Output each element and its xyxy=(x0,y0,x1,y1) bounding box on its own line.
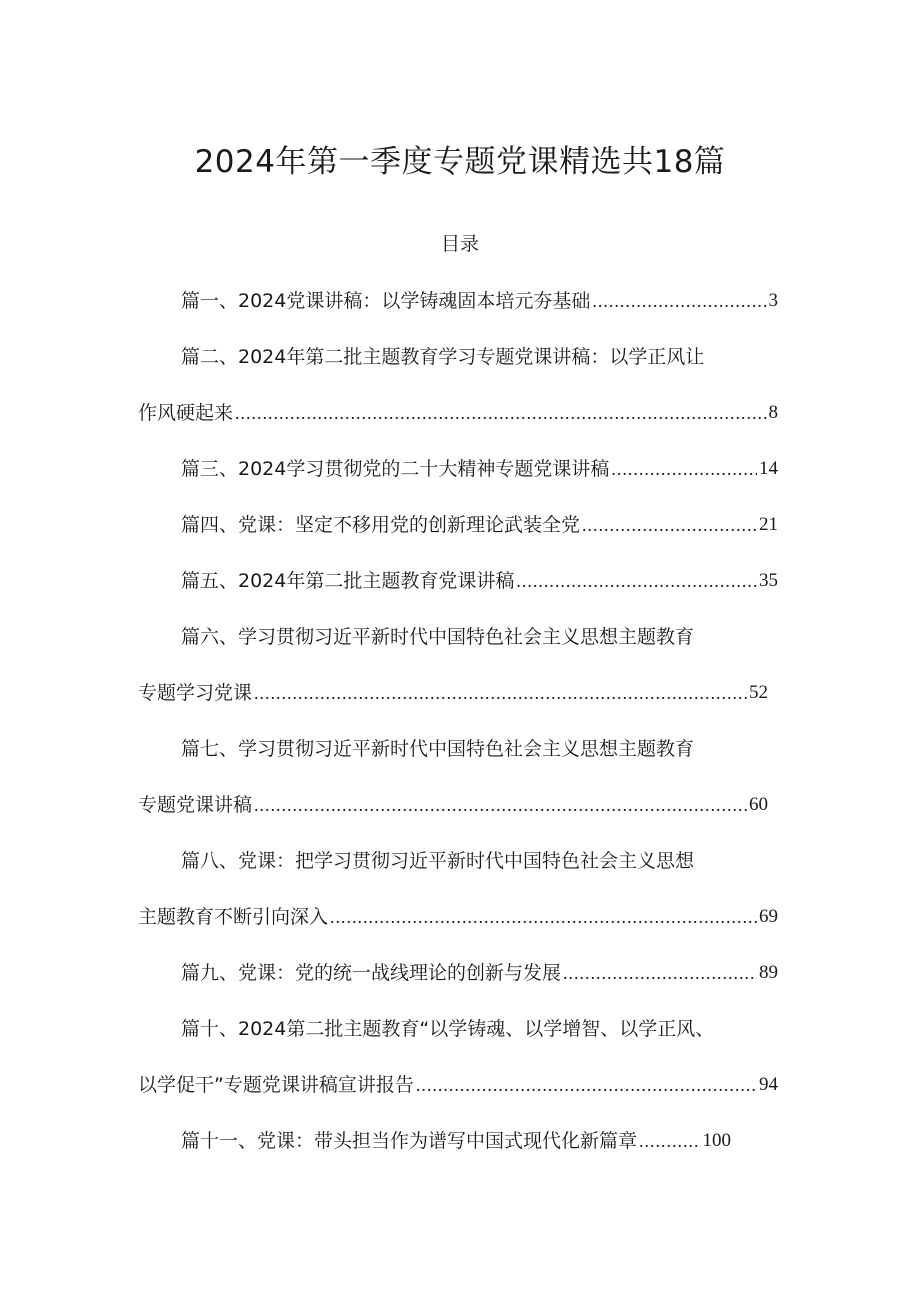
toc-entry[interactable] xyxy=(181,564,778,598)
toc-entry-text: 篇八、党课：把学习贯彻习近平新时代中国特色社会主义思想 xyxy=(181,850,695,872)
toc-entry-text: 篇十、2024第二批主题教育“以学铸魂、以学增智、以学正风、 xyxy=(181,1018,715,1040)
toc-leader-dots xyxy=(235,396,766,430)
toc-leader-dots xyxy=(416,1068,757,1102)
toc-entry-continued[interactable] xyxy=(138,396,778,430)
toc-page-number: 94 xyxy=(759,1074,778,1095)
toc-entry[interactable] xyxy=(181,620,781,654)
toc-entry[interactable] xyxy=(181,1124,731,1158)
toc-entry-text: 篇二、2024年第二批主题教育学习专题党课讲稿：以学正风让 xyxy=(181,346,705,368)
document-title: 2024年第一季度专题党课精选共18篇 xyxy=(194,144,726,180)
toc-entry[interactable] xyxy=(181,1012,781,1046)
toc-entry-text: 篇七、学习贯彻习近平新时代中国特色社会主义思想主题教育 xyxy=(181,738,695,760)
toc-entry-text: 专题党课讲稿 xyxy=(138,794,253,816)
toc-entry[interactable] xyxy=(181,844,781,878)
toc-entry-text: 篇十一、党课：带头担当作为谱写中国式现代化新篇章 xyxy=(181,1130,638,1152)
toc-leader-dots xyxy=(611,452,757,486)
toc-page-number: 14 xyxy=(759,458,778,479)
toc-page-number: 8 xyxy=(768,402,778,423)
toc-entry-text: 作风硬起来 xyxy=(138,402,234,424)
toc-entry[interactable] xyxy=(181,508,778,542)
toc-leader-dots xyxy=(582,508,757,542)
toc-entry-text: 主题教育不断引向深入 xyxy=(138,906,329,928)
toc-entry-continued[interactable] xyxy=(138,788,768,822)
toc-heading: 目录 xyxy=(440,233,479,255)
toc-entry[interactable] xyxy=(181,452,778,486)
toc-page-number: 3 xyxy=(768,290,778,311)
toc-entry-continued[interactable] xyxy=(138,676,768,710)
toc-entry[interactable] xyxy=(181,284,778,318)
toc-entry-text: 以学促干”专题党课讲稿宣讲报告 xyxy=(138,1074,414,1096)
toc-entry[interactable] xyxy=(181,956,778,990)
toc-entry-text: 篇一、2024党课讲稿：以学铸魂固本培元夯基础 xyxy=(181,290,591,312)
toc-page-number: 52 xyxy=(749,682,768,703)
toc-entry-text: 篇四、党课：坚定不移用党的创新理论武装全党 xyxy=(181,514,581,536)
toc-entry-text: 篇五、2024年第二批主题教育党课讲稿 xyxy=(181,570,515,592)
toc-page-number: 100 xyxy=(702,1130,731,1151)
toc-leader-dots xyxy=(639,1124,700,1158)
toc-entry-text: 篇六、学习贯彻习近平新时代中国特色社会主义思想主题教育 xyxy=(181,626,695,648)
toc-leader-dots xyxy=(563,956,757,990)
toc-page-number: 89 xyxy=(759,962,778,983)
toc-leader-dots xyxy=(254,788,747,822)
toc-entry-text: 篇三、2024学习贯彻党的二十大精神专题党课讲稿 xyxy=(181,458,610,480)
toc-leader-dots xyxy=(330,900,757,934)
toc-entry[interactable] xyxy=(181,732,781,766)
toc-entry[interactable] xyxy=(181,340,781,374)
toc-leader-dots xyxy=(254,676,747,710)
toc-entry-text: 专题学习党课 xyxy=(138,682,253,704)
toc-page-number: 35 xyxy=(759,570,778,591)
toc-entry-continued[interactable] xyxy=(138,1068,778,1102)
toc-page-number: 60 xyxy=(749,794,768,815)
toc-page-number: 21 xyxy=(759,514,778,535)
toc-page-number: 69 xyxy=(759,906,778,927)
toc-leader-dots xyxy=(516,564,757,598)
toc-entry-text: 篇九、党课：党的统一战线理论的创新与发展 xyxy=(181,962,562,984)
toc-entry-continued[interactable] xyxy=(138,900,778,934)
toc-leader-dots xyxy=(592,284,766,318)
